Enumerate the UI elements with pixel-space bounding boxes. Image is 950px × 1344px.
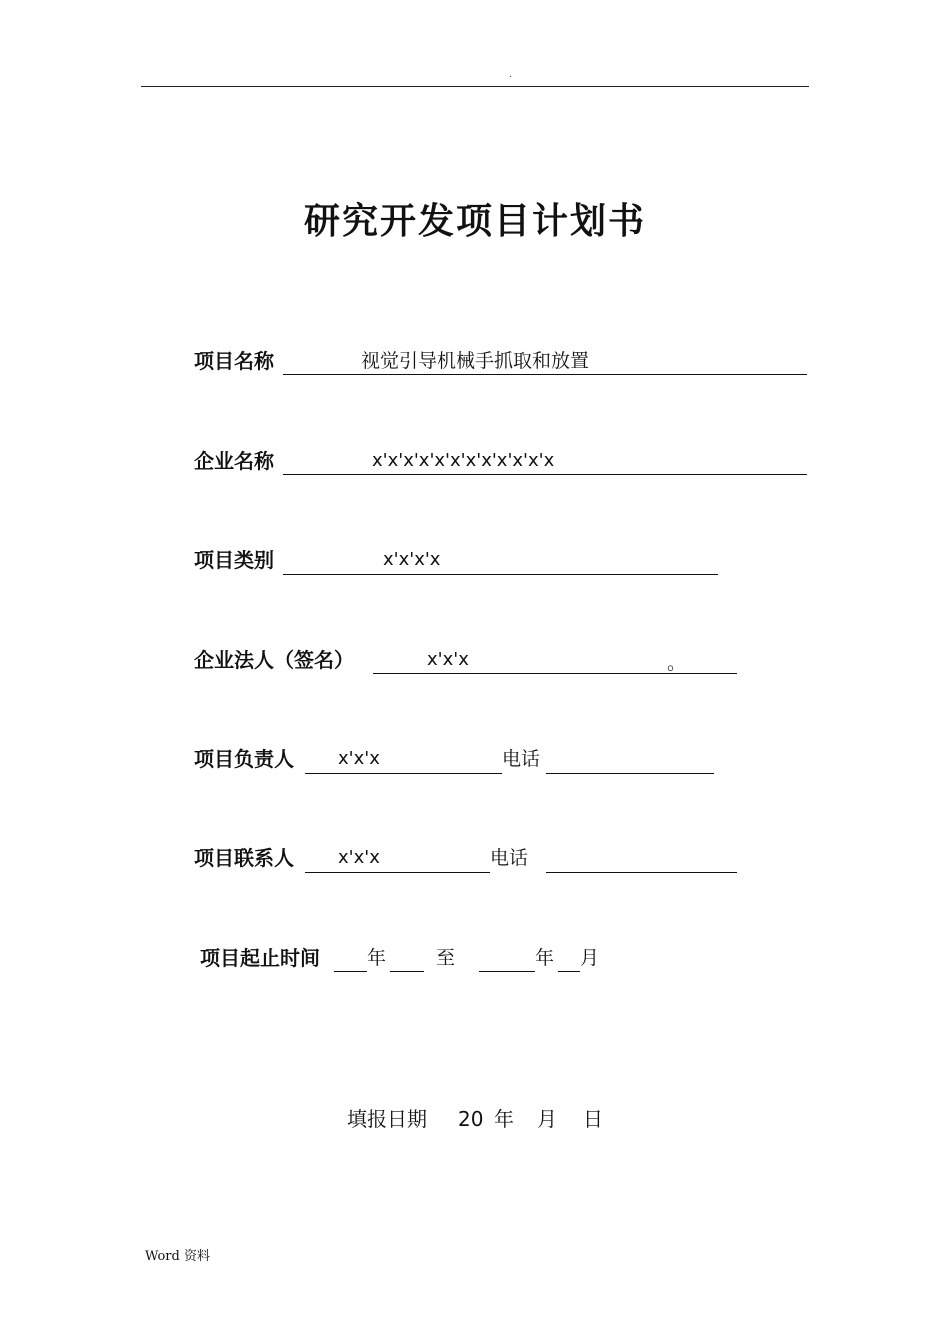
project-contact-label: 项目联系人 bbox=[194, 846, 294, 870]
project-contact-phone-underline bbox=[546, 872, 737, 873]
header-mark: . bbox=[509, 70, 512, 80]
legal-rep-label: 企业法人（签名） bbox=[194, 648, 354, 672]
period-label: 项目起止时间 bbox=[200, 946, 320, 970]
period-to: 至 bbox=[436, 947, 456, 969]
document-title: 研究开发项目计划书 bbox=[303, 201, 646, 242]
project-name-label: 项目名称 bbox=[194, 349, 274, 373]
project-category-label: 项目类别 bbox=[194, 548, 274, 572]
project-lead-underline bbox=[305, 773, 502, 774]
period-start-year: 年 bbox=[367, 947, 387, 969]
project-lead-label: 项目负责人 bbox=[194, 747, 294, 771]
project-lead-value: x'x'x bbox=[338, 748, 380, 769]
header-rule bbox=[141, 86, 809, 87]
period-end-month-blank bbox=[558, 971, 580, 972]
fill-date-day: 日 bbox=[583, 1107, 603, 1131]
fill-date-year-prefix: 20 bbox=[458, 1107, 484, 1131]
project-contact-value: x'x'x bbox=[338, 847, 380, 868]
project-contact-phone-label: 电话 bbox=[490, 847, 529, 869]
project-name-value: 视觉引导机械手抓取和放置 bbox=[361, 350, 590, 372]
period-end-year: 年 bbox=[535, 947, 555, 969]
project-category-value: x'x'x'x bbox=[383, 549, 441, 570]
period-end-year-blank bbox=[479, 971, 535, 972]
period-start-year-blank bbox=[334, 971, 367, 972]
project-lead-phone-label: 电话 bbox=[502, 748, 541, 770]
project-lead-phone-underline bbox=[546, 773, 714, 774]
project-contact-underline bbox=[305, 872, 490, 873]
fill-date-year: 年 bbox=[494, 1107, 514, 1131]
legal-rep-underline bbox=[373, 673, 737, 674]
fill-date-month: 月 bbox=[537, 1107, 557, 1131]
legal-rep-period: 。 bbox=[667, 652, 687, 674]
company-name-label: 企业名称 bbox=[194, 449, 274, 473]
period-end-month: 月 bbox=[580, 947, 600, 969]
project-category-underline bbox=[283, 574, 718, 575]
period-start-month-blank bbox=[390, 971, 424, 972]
legal-rep-value: x'x'x bbox=[427, 649, 469, 670]
company-name-underline bbox=[283, 474, 807, 475]
footer-text: Word 资料 bbox=[145, 1249, 210, 1264]
company-name-value: x'x'x'x'x'x'x'x'x'x'x'x bbox=[372, 450, 555, 471]
fill-date-label: 填报日期 bbox=[347, 1107, 427, 1131]
project-name-underline bbox=[283, 374, 807, 375]
